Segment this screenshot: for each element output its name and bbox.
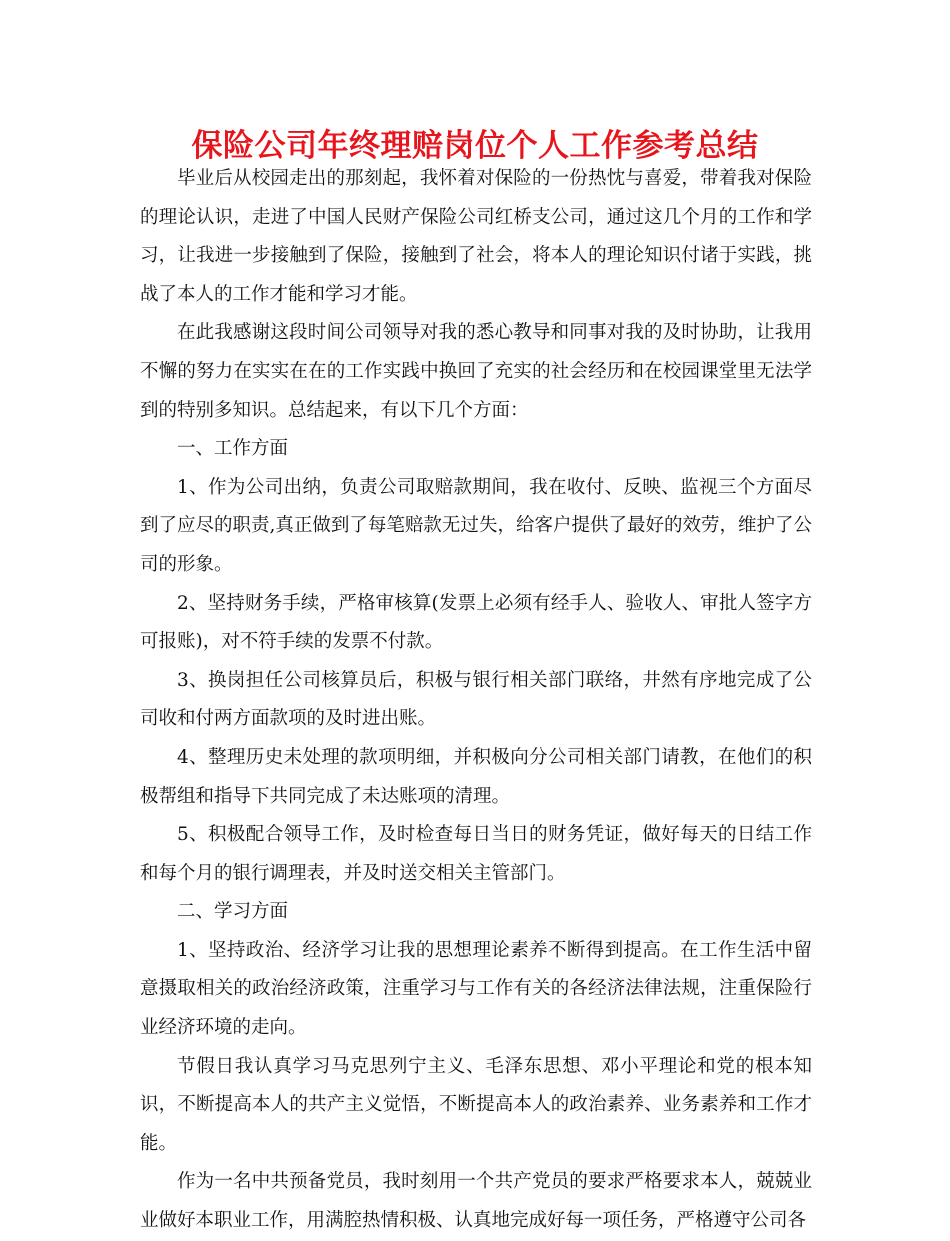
paragraph-work-item-1: 1、作为公司出纳，负责公司取赔款期间，我在收付、反映、监视三个方面尽到了应尽的职责,真正做到了每笔赔款无过失，给客户提供了最好的效劳，维护了公司的形象。 [140,476,812,575]
paragraph-intro: 毕业后从校园走出的那刻起，我怀着对保险的一份热忱与喜爱，带着我对保险的理论认识，走进了中国人民财产保险公司红桥支公司，通过这几个月的工作和学习，让我进一步接触到了保险，接触到了社会，将本人的理论知识付诸于实践，挑战了本人的工作才能和学习才能。 [140,168,812,305]
paragraph-study-item-1: 1、坚持政治、经济学习让我的思想理论素养不断得到提高。在工作生活中留意摄取相关的政治经济政策，注重学习与工作有关的各经济法律法规，注重保险行业经济环境的走向。 [140,939,812,1039]
section-heading-work: 一、工作方面 [177,438,289,460]
document-body [140,160,812,1241]
document-title: 保险公司年终理赔岗位个人工作参考总结 [191,128,759,164]
paragraph-work-item-2: 2、坚持财务手续，严格审核算(发票上必须有经手人、验收人、审批人签字方可报账)，对不符手续的发票不付款。 [140,592,812,653]
paragraph-work-item-3: 3、换岗担任公司核算员后，积极与银行相关部门联络，井然有序地完成了公司收和付两方面款项的及时进出账。 [140,669,812,730]
paragraph-work-item-4: 4、整理历史未处理的款项明细，并积极向分公司相关部门请教，在他们的积极帮组和指导下共同完成了未达账项的清理。 [140,746,812,807]
paragraph-work-item-5: 5、积极配合领导工作，及时检查每日当日的财务凭证，做好每天的日结工作和每个月的银行调理表，并及时送交相关主管部门。 [140,824,812,884]
paragraph-party-member: 作为一名中共预备党员，我时刻用一个共产党员的要求严格要求本人，兢兢业业做好本职业工作，用满腔热情积极、认真地完成好每一项任务，严格遵守公司各 [140,1171,812,1232]
paragraph-thanks: 在此我感谢这段时间公司领导对我的悉心教导和同事对我的及时协助，让我用不懈的努力在实实在在的工作实践中换回了充实的社会经历和在校园课堂里无法学到的特别多知识。总结起来，有以下几个方面： [140,322,812,421]
paragraph-holiday-study: 节假日我认真学习马克思列宁主义、毛泽东思想、邓小平理论和党的根本知识，不断提高本人的共产主义觉悟，不断提高本人的政治素养、业务素养和工作才能。 [140,1055,812,1154]
section-heading-study: 二、学习方面 [177,901,289,923]
